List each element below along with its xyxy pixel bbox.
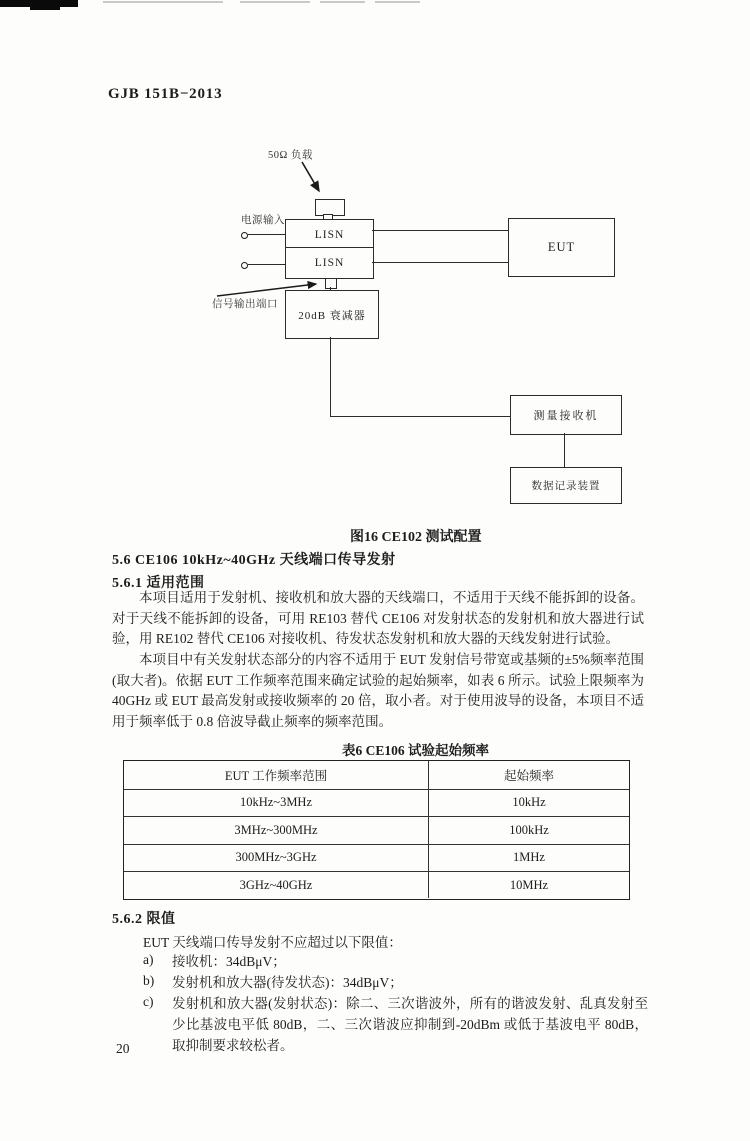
signal-port-label: 信号输出端口 — [212, 299, 278, 310]
list-item-a-text: 接收机：34dBμV； — [172, 954, 286, 969]
list-item-b-text: 发射机和放大器(待发状态)：34dBμV； — [172, 975, 403, 990]
wire-terminal2-lisn2 — [248, 264, 285, 265]
recorder-box — [510, 467, 622, 504]
eut-box — [508, 218, 615, 277]
scan-artifact-dash — [320, 1, 365, 3]
figure-caption: 图16 CE102 测试配置 — [350, 530, 482, 545]
lisn2-label: LISN — [314, 257, 345, 269]
scan-artifact-dash — [103, 1, 223, 3]
table-cell: 3MHz~300MHz — [124, 816, 429, 844]
wire-receiver-recorder — [564, 433, 565, 467]
list-item-a-marker: a) — [143, 952, 154, 967]
scan-artifact-dash — [240, 1, 310, 3]
table-cell: 3GHz~40GHz — [124, 871, 429, 898]
load-arrow — [296, 158, 330, 200]
table-cell: 10MHz — [429, 871, 629, 898]
receiver-label: 测量接收机 — [533, 410, 599, 422]
table-row — [124, 844, 629, 872]
scan-artifact-blob-2 — [30, 6, 60, 10]
list-item-b-marker: b) — [143, 973, 155, 988]
table-cell: 10kHz — [429, 789, 629, 817]
wire-lisn2-eut — [372, 262, 508, 263]
lisn1-box — [285, 219, 374, 250]
lisn1-label: LISN — [314, 228, 345, 241]
lisn2-box — [285, 247, 374, 279]
section-5-6-1-paragraph-2: 本项目中有关发射状态部分的内容不适用于 EUT 发射信号带宽或基频的±5%频率范围(取大者)。依据 EUT 工作频率范围来确定试验的起始频率，如表 6 所示。试验上限频率为 40GHz 或 EUT 最高发射或接收频率的 20 倍，取小者。对于使用波导的设备，本项目不适用于频率低于 0.8 倍波导截止频率的频率范围。 — [112, 652, 644, 729]
wire-terminal1-lisn1 — [248, 234, 285, 235]
wire-lisn1-eut — [372, 230, 508, 231]
table-6 — [123, 760, 630, 900]
limits-intro: EUT 天线端口传导发射不应超过以下限值： — [143, 935, 402, 950]
section-5-6-1-heading: 5.6.1 适用范围 — [112, 576, 205, 591]
power-input-label: 电源输入 — [241, 215, 285, 226]
list-item-c-marker: c) — [143, 994, 154, 1009]
attenuator-label: 20dB 衰减器 — [298, 309, 366, 322]
wire-attenuator-down — [330, 337, 331, 416]
power-terminal-2 — [241, 262, 248, 269]
power-terminal-1 — [241, 232, 248, 239]
scan-artifact-dash — [375, 1, 420, 3]
page-number: 20 — [116, 1041, 130, 1056]
list-item-c-text: 发射机和放大器(发射状态)：除二、三次谐波外，所有的谐波发射、乱真发射至少比基波电平低 80dB，二、三次谐波应抑制到-20dBm 或低于基波电平 80dB，取抑制要求较松者。 — [172, 996, 648, 1053]
table-header-start-frequency: 起始频率 — [503, 768, 554, 783]
table-caption: 表6 CE106 试验起始频率 — [342, 743, 490, 758]
table-row — [124, 816, 629, 844]
signal-output-connector — [325, 278, 337, 289]
table-header-frequency-range: EUT 工作频率范围 — [124, 761, 429, 789]
section-5-6-1-paragraph-1: 本项目适用于发射机、接收机和放大器的天线端口，不适用于天线不能拆卸的设备。对于天线不能拆卸的设备，可用 RE103 替代 CE106 对发射状态的发射机和放大器进行试验，用 RE102 替代 CE106 对接收机、待发状态发射机和放大器的天线发射进行试验。 — [112, 590, 644, 647]
attenuator-box — [285, 290, 379, 339]
table-cell: 100kHz — [429, 816, 629, 844]
section-5-6-2-heading: 5.6.2 限值 — [112, 912, 176, 927]
table-cell: 300MHz~3GHz — [124, 844, 429, 872]
receiver-box — [510, 395, 622, 435]
table-header-row — [124, 761, 629, 789]
section-5-6-heading: 5.6 CE106 10kHz~40GHz 天线端口传导发射 — [112, 553, 396, 568]
recorder-label: 数据记录装置 — [531, 481, 601, 492]
table-cell: 10kHz~3MHz — [124, 789, 429, 817]
table-row — [124, 789, 629, 817]
wire-attenuator-receiver — [330, 416, 510, 417]
eut-label: EUT — [547, 240, 576, 254]
table-cell: 1MHz — [429, 844, 629, 872]
table-row — [124, 871, 629, 898]
load-label: 50Ω 负载 — [268, 150, 313, 161]
standard-number-header: GJB 151B−2013 — [108, 86, 223, 102]
